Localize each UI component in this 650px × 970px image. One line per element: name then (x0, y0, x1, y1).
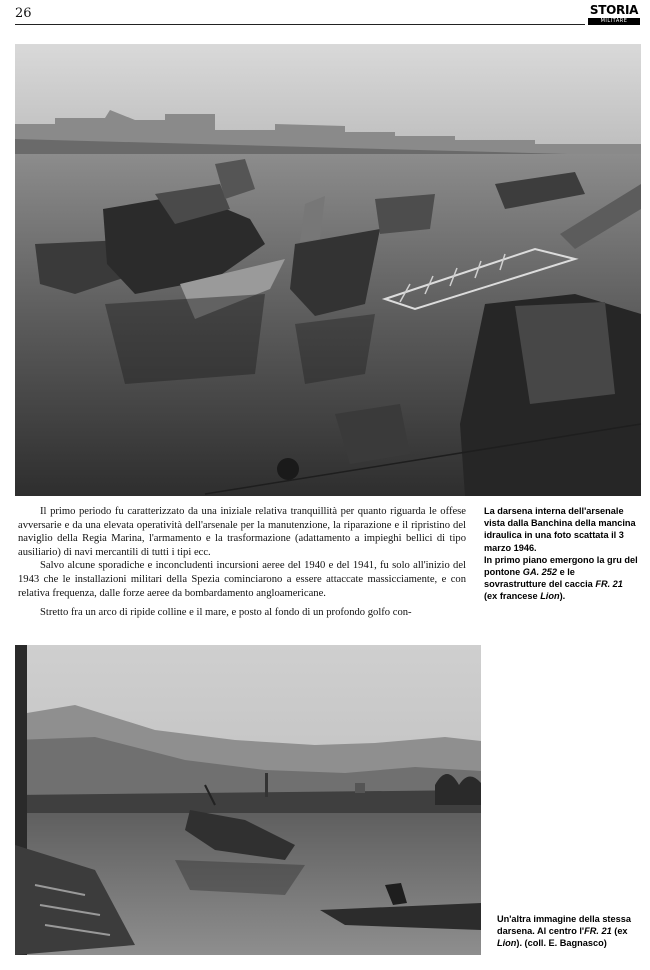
photo-dock-hills (15, 645, 481, 955)
article-paragraph: Stretto fra un arco di ripide colline e il mare, e posto al fondo di un profondo golfo con- (40, 607, 412, 619)
caption-text: ). (559, 591, 566, 602)
photo-top-illustration (15, 44, 641, 496)
photo-sunken-ships-dock (15, 44, 641, 496)
caption-top-line1: La darsena interna dell'arsenale vista dalla Banchina della mancina idraulica in una foto scattata il 3 marzo 1946. (484, 506, 636, 553)
caption-text: Un'altra immagine della stessa darsena. Al centro l' (497, 914, 631, 937)
caption-ship-name: GA. 252 (522, 567, 558, 578)
caption-top-line2 (484, 554, 638, 603)
caption-text: e le sovrastrutture del caccia (484, 567, 596, 590)
caption-ship-name: FR. 21 (595, 579, 623, 590)
magazine-logo (588, 4, 640, 28)
logo-subtitle: MILITARE (588, 18, 640, 25)
article-body (18, 505, 466, 620)
caption-ship-name: Lion (540, 591, 560, 602)
caption-text: ). (coll. E. Bagnasco) (516, 938, 607, 949)
page-number: 26 (15, 6, 32, 21)
photo-bottom-illustration (15, 645, 481, 955)
article-paragraph: Il primo periodo fu caratterizzato da una iniziale relativa tranquillità per quanto riguarda le offese avversarie e da una elevata operatività dell'arsenale per la manutenzione, la riparazione e il ripristino del naviglio della Regia Marina, l'armamento e la trasformazione (adattamento a impieghi bellici di tipo ausiliario) di navi mercantili di tutti i tipi ecc. (18, 506, 466, 558)
photo-caption-top (484, 505, 638, 603)
caption-bottom-text (497, 913, 642, 950)
caption-text: In primo piano emergono la gru del pontone (484, 554, 638, 578)
photo-caption-bottom (497, 913, 642, 950)
caption-ship-name: Lion (497, 938, 517, 949)
logo-title: STORIA (589, 3, 639, 17)
header-rule (15, 24, 585, 25)
caption-text: (ex (611, 926, 628, 937)
caption-text: (ex francese (484, 591, 541, 602)
article-paragraph: Salvo alcune sporadiche e inconcludenti incursioni aeree del 1940 e del 1941, fu solo all'inizio del 1943 che le installazioni militari della Spezia cominciarono a essere attaccate massicciamente, e con relativa frequenza, dalle forze aeree da bombardamento angloamericane. (18, 560, 466, 599)
caption-ship-name: FR. 21 (584, 926, 612, 937)
